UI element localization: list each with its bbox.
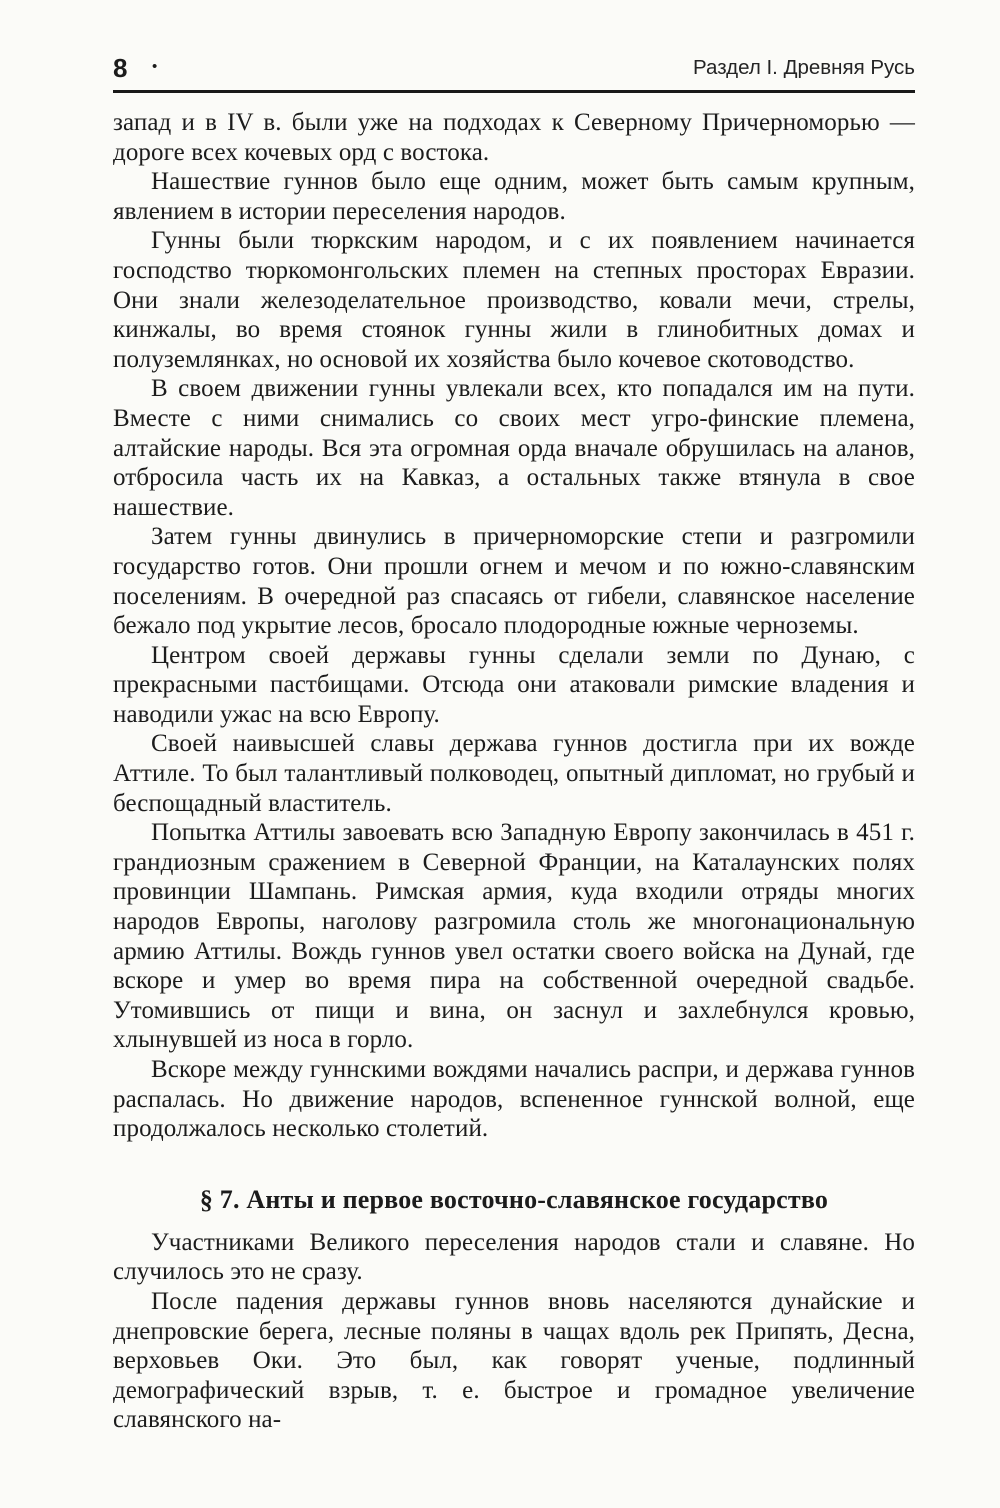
- paragraph: Центром своей державы гунны сделали земли по Дунаю, с прекрасными пастбищами. Отсюда они атаковали римские владения и наводили ужас на всю Европу.: [113, 641, 915, 728]
- paragraph: запад и в IV в. были уже на подходах к Северному Причерноморью — дороге всех кочевых орд с востока.: [113, 109, 915, 166]
- paragraph: В своем движении гунны увлекали всех, кто попадался им на пути. Вместе с ними снимались со своих мест угро-финские племена, алтайские народы. Вся эта огромная орда вначале обрушилась на аланов, отбросила часть их на Кавказ, а остальных также втянула в свое нашествие.: [113, 375, 915, 521]
- paragraph: После падения державы гуннов вновь населяются дунайские и днепровские берега, лесные поляны в чащах вдоль рек Припять, Десна, верховьев Оки. Это был, как говорят ученые, подлинный демографический взрыв, т. е. быстрое и громадное увеличение славянского на-: [113, 1287, 915, 1434]
- paragraph: Гунны были тюркским народом, и с их появлением начинается господство тюркомонгольских племен на степных просторах Евразии. Они знали железоделательное производство, ковали мечи, стрелы, кинжалы, во время стоянок гунны жили в глинобитных домах и полуземлянках, но основой их хозяйства было кочевое скотоводство.: [113, 227, 915, 373]
- paragraph: Участниками Великого переселения народов стали и славяне. Но случилось это не сразу.: [113, 1228, 915, 1286]
- paragraph: Нашествие гуннов было еще одним, может быть самым крупным, явлением в истории переселения народов.: [113, 168, 915, 225]
- paragraph: Вскоре между гуннскими вождями начались распри, и держава гуннов распалась. Но движение народов, вспененное гуннской волной, еще продолжалось несколько столетий.: [113, 1056, 915, 1143]
- paragraph: Затем гунны двинулись в причерноморские степи и разгромили государство готов. Они прошли огнем и мечом и по южно-славянским поселениям. В очередной раз спасаясь от гибели, славянское население бежало под укрытие лесов, бросало плодородные южные черноземы.: [113, 523, 915, 640]
- running-header: [113, 55, 915, 93]
- paragraph: Своей наивысшей славы держава гуннов достигла при их вожде Аттиле. То был талантливый полководец, опытный дипломат, но грубый и беспощадный властитель.: [113, 730, 915, 817]
- running-title: Раздел I. Древняя Русь: [693, 56, 915, 79]
- bullet-icon: •: [151, 58, 158, 75]
- page-body: [113, 108, 915, 1435]
- section-heading: § 7. Анты и первое восточно-славянское государство: [199, 1184, 829, 1214]
- paragraph: Попытка Аттилы завоевать всю Западную Европу закончилась в 451 г. грандиозным сражением в Северной Франции, на Каталаунских полях провинции Шампань. Римская армия, куда входили отряды многих народов Европы, наголову разгромила столь же многонациональную армию Аттилы. Вождь гуннов увел остатки своего войска на Дунай, где вскоре и умер во время пира на собственной очередной свадьбе. Утомившись от пищи и вина, он заснул и захлебнулся кровью, хлынувшей из носа в горло.: [113, 819, 915, 1054]
- page-number: 8: [113, 53, 128, 83]
- running-header-left: [113, 55, 157, 81]
